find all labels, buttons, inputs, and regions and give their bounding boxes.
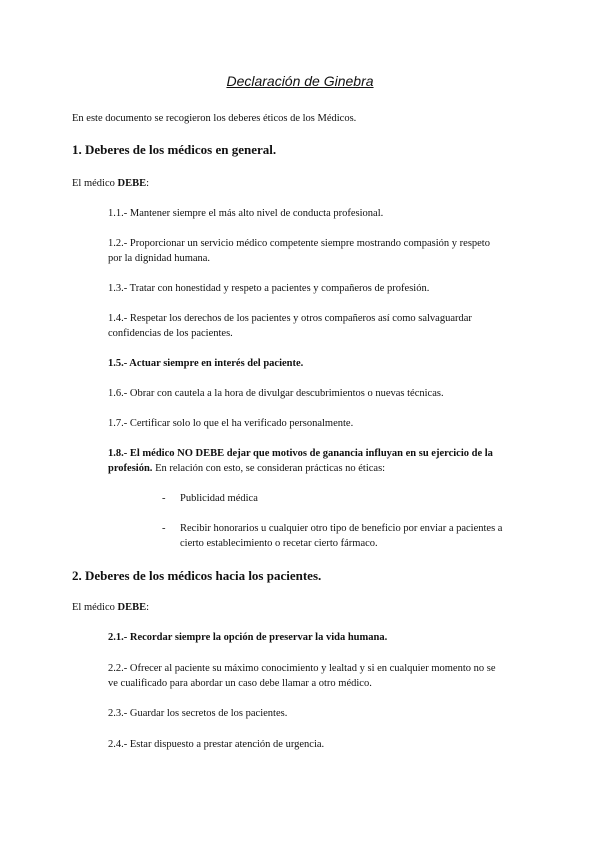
item-1-8-line1: 1.8.- El médico NO DEBE dejar que motivos de ganancia influyan en su ejercicio de la <box>108 448 493 459</box>
item-1-6: 1.6.- Obrar con cautela a la hora de divulgar descubrimientos o nuevas técnicas. <box>108 388 444 399</box>
item-1-4-line2: confidencias de los pacientes. <box>108 328 233 339</box>
item-2-2-line2: ve cualificado para abordar un caso debe llamar a otro médico. <box>108 678 372 689</box>
lead-prefix: El médico <box>72 178 118 189</box>
item-1-2-line1: 1.2.- Proporcionar un servicio médico competente siempre mostrando compasión y respeto <box>108 238 490 249</box>
bullet-1: Publicidad médica <box>180 493 258 504</box>
item-1-8-bold: profesión. <box>108 463 153 474</box>
item-1-8-line2 <box>108 461 385 476</box>
bullet-2-line1: Recibir honorarios u cualquier otro tipo de beneficio por enviar a pacientes a <box>180 523 503 534</box>
item-1-2-line2: por la dignidad humana. <box>108 253 211 264</box>
lead-suffix: : <box>146 178 150 189</box>
item-1-7: 1.7.- Certificar solo lo que el ha verificado personalmente. <box>108 418 354 429</box>
item-1-5: 1.5.- Actuar siempre en interés del paciente. <box>108 358 304 369</box>
lead-bold: DEBE <box>117 602 147 613</box>
item-2-3: 2.3.- Guardar los secretos de los pacientes. <box>108 708 288 719</box>
bullet-dash-1: - <box>162 493 166 504</box>
item-1-3: 1.3.- Tratar con honestidad y respeto a pacientes y compañeros de profesión. <box>108 283 430 294</box>
item-2-1: 2.1.- Recordar siempre la opción de preservar la vida humana. <box>108 632 388 643</box>
section1-heading: 1. Deberes de los médicos en general. <box>72 142 277 157</box>
lead-bold: DEBE <box>117 178 147 189</box>
section1-lead <box>72 176 149 191</box>
item-1-8-rest: En relación con esto, se consideran prácticas no éticas: <box>152 463 386 474</box>
item-1-4-line1: 1.4.- Respetar los derechos de los pacientes y otros compañeros así como salvaguardar <box>108 313 472 324</box>
document-title: Declaración de Ginebra <box>226 73 374 89</box>
section2-heading: 2. Deberes de los médicos hacia los pacientes. <box>72 568 322 583</box>
bullet-dash-2: - <box>162 523 166 534</box>
bullet-2-line2: cierto establecimiento o recetar cierto fármaco. <box>180 538 378 549</box>
intro-text: En este documento se recogieron los deberes éticos de los Médicos. <box>72 113 357 124</box>
lead-suffix: : <box>146 602 150 613</box>
item-1-1: 1.1.- Mantener siempre el más alto nivel de conducta profesional. <box>108 208 384 219</box>
item-2-2-line1: 2.2.- Ofrecer al paciente su máximo conocimiento y lealtad y si en cualquier momento no se <box>108 663 496 674</box>
item-2-4: 2.4.- Estar dispuesto a prestar atención de urgencia. <box>108 739 325 750</box>
lead-prefix: El médico <box>72 602 118 613</box>
section2-lead <box>72 600 149 615</box>
